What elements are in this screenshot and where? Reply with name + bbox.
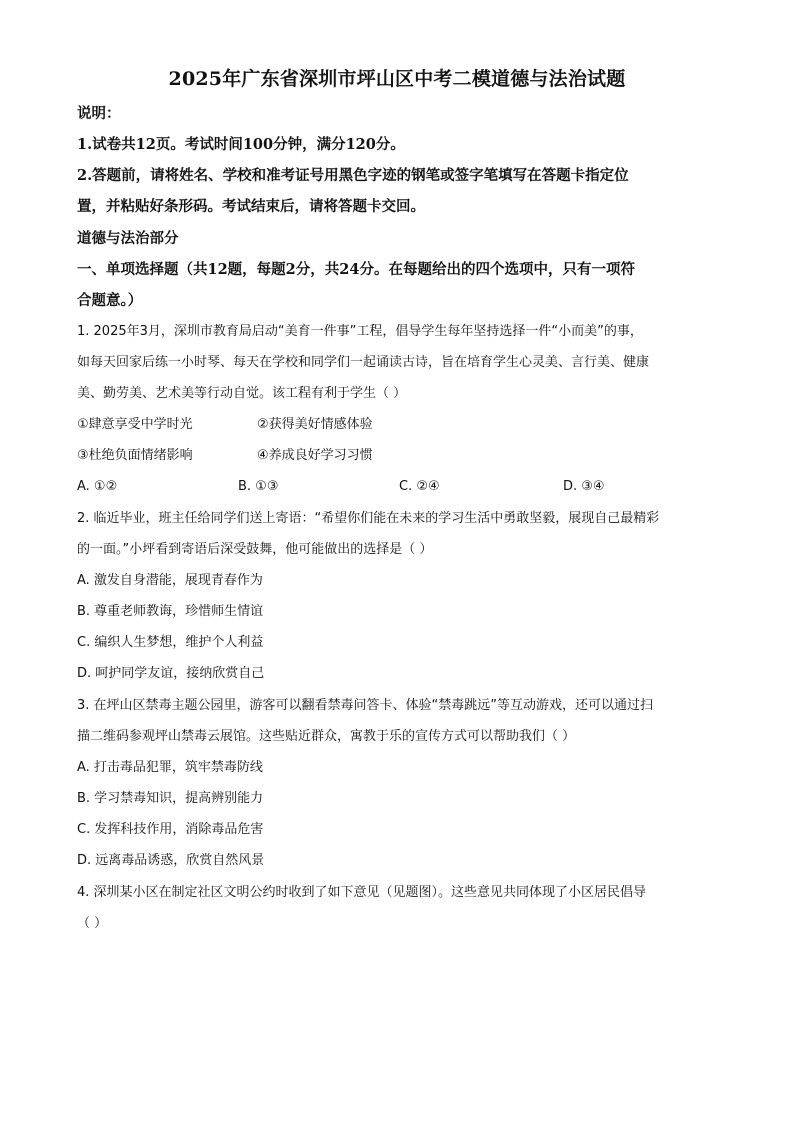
q1-item-2: ②获得美好情感体验	[257, 417, 373, 432]
q1-option-a: A. ①②	[77, 479, 118, 494]
part-title: 道德与法治部分	[77, 230, 179, 247]
q1-option-c: C. ②④	[399, 479, 440, 494]
section-heading-line-a: 一、单项选择题（共12题，每题2分，共24分。在每题给出的四个选项中，只有一项符	[77, 261, 635, 278]
q2-line-1: 2. 临近毕业，班主任给同学们送上寄语：“希望你们能在未来的学习生活中勇敢坚毅，展现自己最精彩	[77, 511, 660, 526]
q1-item-3: ③杜绝负面情绪影响	[77, 448, 193, 463]
page-title: 2025年广东省深圳市坪山区中考二模道德与法治试题	[168, 68, 626, 90]
q3-option-c: C. 发挥科技作用，消除毒品危害	[77, 822, 264, 837]
q1-line-1: 1. 2025年3月，深圳市教育局启动“美育一件事”工程，倡导学生每年坚持选择一件“小而美”的事，	[77, 324, 643, 339]
q3-line-1: 3. 在坪山区禁毒主题公园里，游客可以翻看禁毒问答卡、体验“禁毒跳远”等互动游戏，还可以通过扫	[77, 698, 654, 713]
q3-option-a: A. 打击毒品犯罪，筑牢禁毒防线	[77, 760, 263, 775]
q1-item-4: ④养成良好学习习惯	[257, 448, 373, 463]
q3-line-2: 描二维码参观坪山禁毒云展馆。这些贴近群众，寓教于乐的宣传方式可以帮助我们（ ）	[77, 729, 576, 744]
instruction-line-2b: 置，并粘贴好条形码。考试结束后，请将答题卡交回。	[77, 198, 425, 215]
q4-line-1: 4. 深圳某小区在制定社区文明公约时收到了如下意见（见题图）。这些意见共同体现了小区居民倡导	[77, 885, 647, 900]
instruction-line-1: 1.试卷共12页。考试时间100分钟，满分120分。	[77, 136, 405, 153]
q2-option-a: A. 激发自身潜能，展现青春作为	[77, 573, 263, 588]
instruction-line-2a: 2.答题前，请将姓名、学校和准考证号用黑色字迹的钢笔或签字笔填写在答题卡指定位	[77, 167, 629, 184]
q1-item-1: ①肆意享受中学时光	[77, 417, 193, 432]
q4-line-2: （ ）	[77, 916, 108, 931]
q1-option-d: D. ③④	[563, 479, 605, 494]
q2-option-b: B. 尊重老师教诲，珍惜师生情谊	[77, 604, 264, 619]
section-heading-line-b: 合题意。）	[77, 292, 143, 309]
q1-line-2: 如每天回家后练一小时琴、每天在学校和同学们一起诵读古诗，旨在培育学生心灵美、言行美、健康	[77, 355, 650, 370]
q2-line-2: 的一面。”小坪看到寄语后深受鼓舞，他可能做出的选择是（ ）	[77, 542, 433, 557]
q2-option-d: D. 呵护同学友谊，接纳欣赏自己	[77, 666, 265, 681]
instructions-heading: 说明：	[77, 105, 121, 122]
q1-option-b: B. ①③	[238, 479, 279, 494]
q3-option-d: D. 远离毒品诱惑，欣赏自然风景	[77, 853, 265, 868]
q2-option-c: C. 编织人生梦想，维护个人利益	[77, 635, 264, 650]
q3-option-b: B. 学习禁毒知识，提高辨别能力	[77, 791, 264, 806]
q1-line-3: 美、勤劳美、艺术美等行动自觉。该工程有利于学生（ ）	[77, 386, 407, 401]
